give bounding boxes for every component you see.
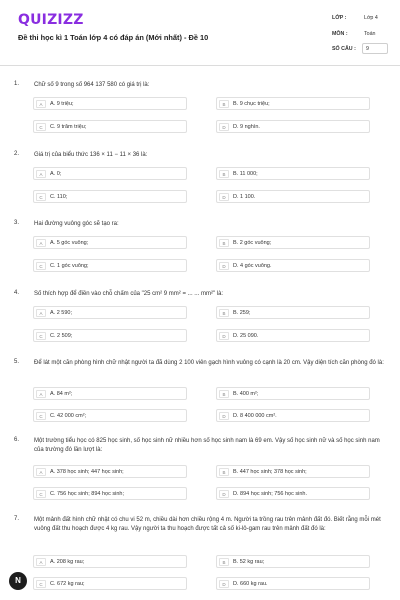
option-b[interactable] xyxy=(216,167,370,180)
question-text: Giá trị của biểu thức 136 × 11 − 11 × 36 là: xyxy=(34,152,148,158)
option-b[interactable] xyxy=(216,465,370,478)
option-letter: D xyxy=(219,193,229,201)
option-a[interactable] xyxy=(33,465,187,478)
option-letter: B xyxy=(219,100,229,108)
option-d[interactable] xyxy=(216,120,370,133)
option-a[interactable] xyxy=(33,167,187,180)
option-text: A. 208 kg rau; xyxy=(50,559,85,565)
option-text: B. 2 góc vuông; xyxy=(233,240,272,246)
meta-row-count xyxy=(332,43,390,59)
option-c[interactable] xyxy=(33,409,187,422)
option-letter: C xyxy=(36,123,46,131)
option-b[interactable] xyxy=(216,306,370,319)
option-letter: A xyxy=(36,309,46,317)
option-letter: D xyxy=(219,412,229,420)
option-a[interactable] xyxy=(33,306,187,319)
option-text: A. 0; xyxy=(50,171,62,177)
option-c[interactable] xyxy=(33,487,187,500)
quizizz-logo: QUIZIZZ xyxy=(18,12,84,28)
option-letter: C xyxy=(36,193,46,201)
meta-label: LỚP : xyxy=(332,15,347,21)
option-d[interactable] xyxy=(216,577,370,590)
option-letter: B xyxy=(219,309,229,317)
meta-value: 9 xyxy=(366,46,369,52)
option-d[interactable] xyxy=(216,190,370,203)
option-letter: D xyxy=(219,490,229,498)
option-text: A. 2 590; xyxy=(50,310,73,316)
option-d[interactable] xyxy=(216,259,370,272)
option-c[interactable] xyxy=(33,190,187,203)
question-number: 1. xyxy=(14,81,20,87)
question-text: Hai đường vuông góc sẽ tạo ra: xyxy=(34,221,119,227)
option-text: B. 447 học sinh; 378 học sinh; xyxy=(233,469,307,475)
question-number: 3. xyxy=(14,220,20,226)
question-4 xyxy=(0,290,400,350)
option-a[interactable] xyxy=(33,387,187,400)
meta-row-subject xyxy=(332,28,390,44)
option-text: C. 110; xyxy=(50,194,68,200)
option-letter: C xyxy=(36,412,46,420)
option-text: B. 52 kg rau; xyxy=(233,559,265,565)
option-text: D. 25 090. xyxy=(233,333,259,339)
option-letter: C xyxy=(36,332,46,340)
option-letter: C xyxy=(36,580,46,588)
question-text: Một mảnh đất hình chữ nhật có chu vi 52 m, chiều dài hơn chiều rộng 4 m. Người ta trồng rau trên mảnh đất đó. Biết rằng mỗi mét vuông đất thu hoạch được 4 kg rau. Vậy người ta thu hoạch được tất cả số ki-lô-gam rau trên mảnh đất đó là: xyxy=(34,517,381,532)
option-letter: B xyxy=(219,468,229,476)
option-text: D. 660 kg rau. xyxy=(233,581,268,587)
option-letter: A xyxy=(36,558,46,566)
option-letter: B xyxy=(219,239,229,247)
question-1 xyxy=(0,81,400,141)
option-b[interactable] xyxy=(216,555,370,568)
option-text: A. 378 học sinh; 447 học sinh; xyxy=(50,469,124,475)
n-badge-button[interactable]: N xyxy=(9,572,27,590)
option-text: B. 400 m²; xyxy=(233,391,259,397)
option-text: B. 9 chục triệu; xyxy=(233,101,270,107)
option-letter: A xyxy=(36,100,46,108)
option-b[interactable] xyxy=(216,236,370,249)
option-text: A. 5 góc vuông; xyxy=(50,240,89,246)
option-b[interactable] xyxy=(216,387,370,400)
question-number: 7. xyxy=(14,516,20,522)
option-letter: C xyxy=(36,490,46,498)
option-a[interactable] xyxy=(33,555,187,568)
option-text: C. 756 học sinh; 894 học sinh; xyxy=(50,491,124,497)
option-a[interactable] xyxy=(33,236,187,249)
option-text: C. 2 509; xyxy=(50,333,73,339)
meta-panel xyxy=(332,12,390,59)
option-text: C. 9 trăm triệu; xyxy=(50,124,87,130)
option-text: C. 42 000 cm²; xyxy=(50,413,87,419)
option-letter: D xyxy=(219,580,229,588)
option-letter: B xyxy=(219,170,229,178)
question-count-box xyxy=(362,43,388,54)
option-c[interactable] xyxy=(33,329,187,342)
option-d[interactable] xyxy=(216,409,370,422)
option-letter: A xyxy=(36,390,46,398)
question-text: Để lát một căn phòng hình chữ nhật người ta đã dùng 2 100 viên gạch hình vuông có cạnh là 20 cm. Vậy diện tích căn phòng đó là: xyxy=(34,360,384,366)
option-letter: D xyxy=(219,262,229,270)
option-letter: B xyxy=(219,390,229,398)
option-text: D. 1 100. xyxy=(233,194,256,200)
meta-row-class xyxy=(332,12,390,28)
question-number: 4. xyxy=(14,290,20,296)
option-letter: D xyxy=(219,332,229,340)
meta-value: Lớp 4 xyxy=(364,15,378,21)
header xyxy=(0,0,400,66)
option-letter: C xyxy=(36,262,46,270)
option-letter: D xyxy=(219,123,229,131)
option-c[interactable] xyxy=(33,577,187,590)
option-text: D. 894 học sinh; 756 học sinh. xyxy=(233,491,307,497)
question-text: Một trường tiểu học có 825 học sinh, số học sinh nữ nhiều hơn số học sinh nam là 69 em. Vậy số học sinh nữ và số học sinh nam của trường đó lần lượt là: xyxy=(34,438,380,453)
option-d[interactable] xyxy=(216,329,370,342)
question-number: 5. xyxy=(14,359,20,365)
option-a[interactable] xyxy=(33,97,187,110)
option-text: C. 672 kg rau; xyxy=(50,581,85,587)
document-title: Đề thi học kì 1 Toán lớp 4 có đáp án (Mới nhất) - Đề 10 xyxy=(18,33,209,42)
question-7 xyxy=(0,516,400,596)
option-text: A. 9 triệu; xyxy=(50,101,74,107)
option-text: D. 8 400 000 cm². xyxy=(233,413,277,419)
option-text: B. 259; xyxy=(233,310,251,316)
option-letter: A xyxy=(36,468,46,476)
question-number: 6. xyxy=(14,437,20,443)
option-d[interactable] xyxy=(216,487,370,500)
option-c[interactable] xyxy=(33,120,187,133)
question-3 xyxy=(0,220,400,280)
option-text: D. 9 nghìn. xyxy=(233,124,260,130)
option-letter: A xyxy=(36,170,46,178)
question-text: Chữ số 9 trong số 964 137 580 có giá trị là: xyxy=(34,82,150,88)
option-c[interactable] xyxy=(33,259,187,272)
meta-value: Toán xyxy=(364,30,376,37)
question-5 xyxy=(0,359,400,427)
option-text: B. 11 000; xyxy=(233,171,258,177)
option-letter: A xyxy=(36,239,46,247)
question-number: 2. xyxy=(14,151,20,157)
option-text: C. 1 góc vuông; xyxy=(50,263,89,269)
option-text: D. 4 góc vuông. xyxy=(233,263,272,269)
question-2 xyxy=(0,151,400,211)
meta-label: MÔN : xyxy=(332,30,348,37)
option-b[interactable] xyxy=(216,97,370,110)
option-letter: B xyxy=(219,558,229,566)
meta-label: SỐ CÂU : xyxy=(332,46,356,52)
option-text: A. 84 m²; xyxy=(50,391,73,397)
question-text: Số thích hợp để điền vào chỗ chấm của "25 cm² 9 mm² = ... ... mm²" là: xyxy=(34,291,224,297)
question-6 xyxy=(0,437,400,505)
